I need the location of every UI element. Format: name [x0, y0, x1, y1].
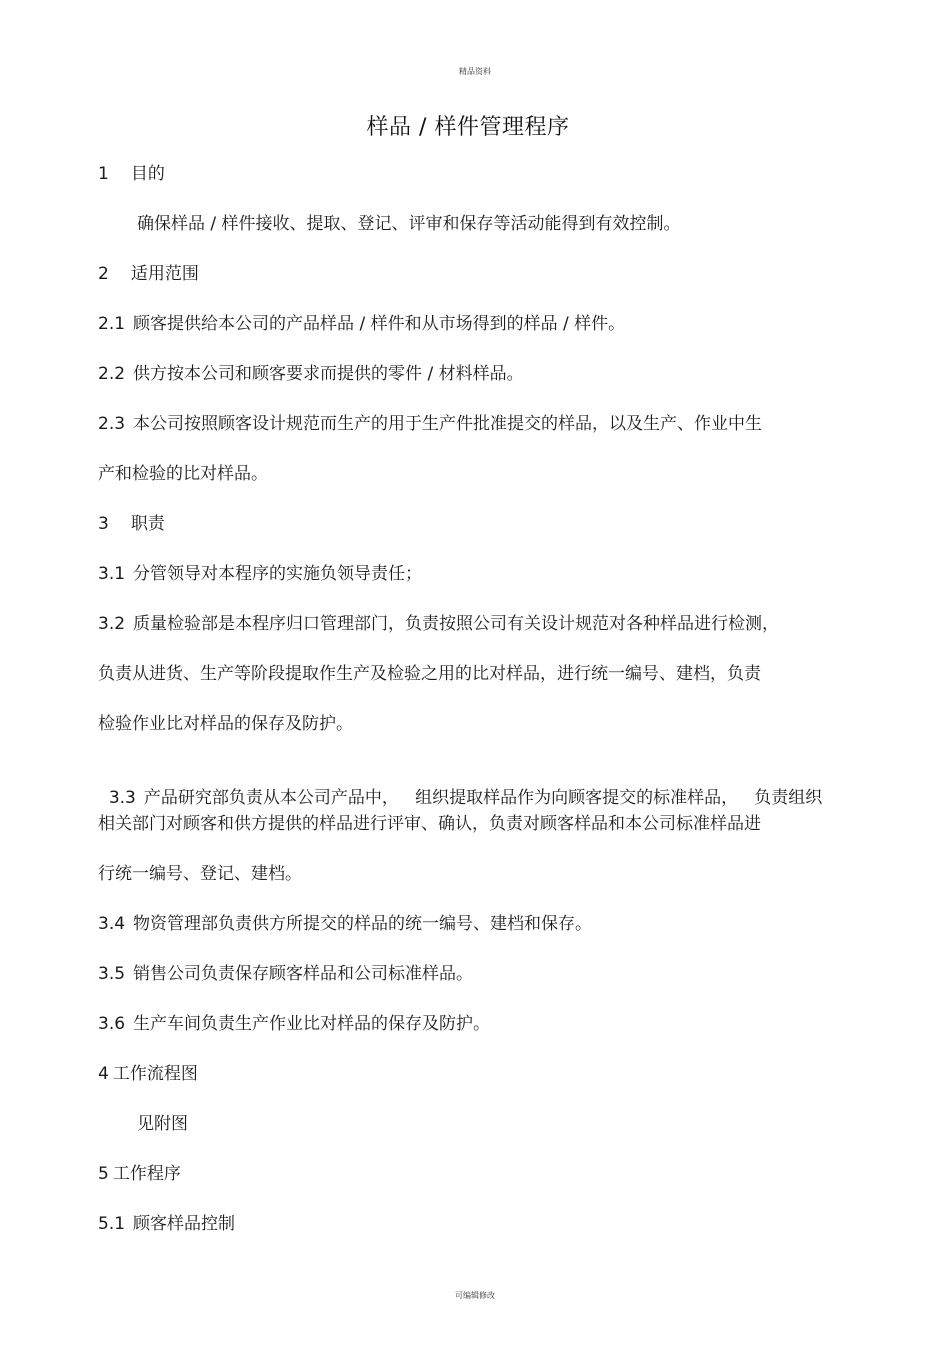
paragraph-line: 负责从进货、生产等阶段提取作生产及检验之用的比对样品，进行统一编号、建档，负责 — [98, 664, 761, 684]
section-4-heading — [98, 1062, 198, 1086]
clause-number: 3.4 — [98, 914, 126, 934]
paragraph-line: 产和检验的比对样品。 — [98, 464, 268, 484]
section-1-heading — [98, 162, 165, 186]
clause-2-2 — [98, 362, 524, 386]
clause-2-3 — [98, 412, 762, 436]
clause-3-3 — [98, 762, 822, 810]
clause-text: 质量检验部是本程序归口管理部门，负责按照公司有关设计规范对各种样品进行检测， — [133, 614, 780, 634]
paragraph-line: 相关部门对顾客和供方提供的样品进行评审、确认，负责对顾客样品和本公司标准样品进 — [98, 814, 761, 834]
paragraph-line: 确保样品 / 样件接收、提取、登记、评审和保存等活动能得到有效控制。 — [137, 214, 681, 234]
clause-number: 3.1 — [98, 564, 126, 584]
clause-text: 物资管理部负责供方所提交的样品的统一编号、建档和保存。 — [133, 914, 593, 934]
clause-text: 产品研究部负责从本公司产品中， 组织提取样品作为向顾客提交的标准样品， 负责组织 — [143, 788, 823, 808]
section-number: 3 — [98, 514, 109, 534]
clause-text: 供方按本公司和顾客要求而提供的零件 / 材料样品。 — [133, 364, 524, 384]
section-5-heading — [98, 1162, 181, 1186]
section-number: 5 — [98, 1164, 109, 1184]
clause-number: 2.2 — [98, 364, 126, 384]
section-text: 职责 — [130, 514, 165, 534]
clause-text: 分管领导对本程序的实施负领导责任； — [133, 564, 423, 584]
section-number: 4 — [98, 1064, 109, 1084]
paragraph-line: 检验作业比对样品的保存及防护。 — [98, 714, 353, 734]
clause-3-5 — [98, 962, 473, 986]
clause-number: 3.3 — [108, 788, 136, 808]
clause-number: 2.1 — [98, 314, 126, 334]
section-3-heading — [98, 512, 165, 536]
clause-text: 顾客提供给本公司的产品样品 / 样件和从市场得到的样品 / 样件。 — [133, 314, 626, 334]
clause-text: 生产车间负责生产作业比对样品的保存及防护。 — [133, 1014, 491, 1034]
clause-number: 3.5 — [98, 964, 126, 984]
clause-3-4 — [98, 912, 592, 936]
clause-number: 3.2 — [98, 614, 126, 634]
clause-5-1 — [98, 1212, 235, 1236]
section-text: 适用范围 — [130, 264, 199, 284]
paragraph-line: 见附图 — [137, 1114, 188, 1134]
section-2-heading — [98, 262, 199, 286]
section-number: 2 — [98, 264, 109, 284]
clause-text: 顾客样品控制 — [133, 1214, 236, 1234]
clause-number: 2.3 — [98, 414, 126, 434]
document-title: 样品 / 样件管理程序 — [366, 115, 570, 140]
clause-number: 3.6 — [98, 1014, 126, 1034]
section-number: 1 — [98, 164, 109, 184]
section-text: 工作程序 — [112, 1164, 181, 1184]
clause-text: 销售公司负责保存顾客样品和公司标准样品。 — [133, 964, 474, 984]
section-text: 目的 — [130, 164, 165, 184]
clause-3-1 — [98, 562, 422, 586]
clause-3-6 — [98, 1012, 490, 1036]
clause-text: 本公司按照顾客设计规范而生产的用于生产件批准提交的样品，以及生产、作业中生 — [133, 414, 763, 434]
header-note: 精品资料 — [459, 67, 491, 76]
clause-3-2 — [98, 612, 779, 636]
clause-number: 5.1 — [98, 1214, 126, 1234]
paragraph-line: 行统一编号、登记、建档。 — [98, 864, 302, 884]
clause-2-1 — [98, 312, 625, 336]
footer-note: 可编辑修改 — [455, 1291, 495, 1300]
section-text: 工作流程图 — [112, 1064, 198, 1084]
